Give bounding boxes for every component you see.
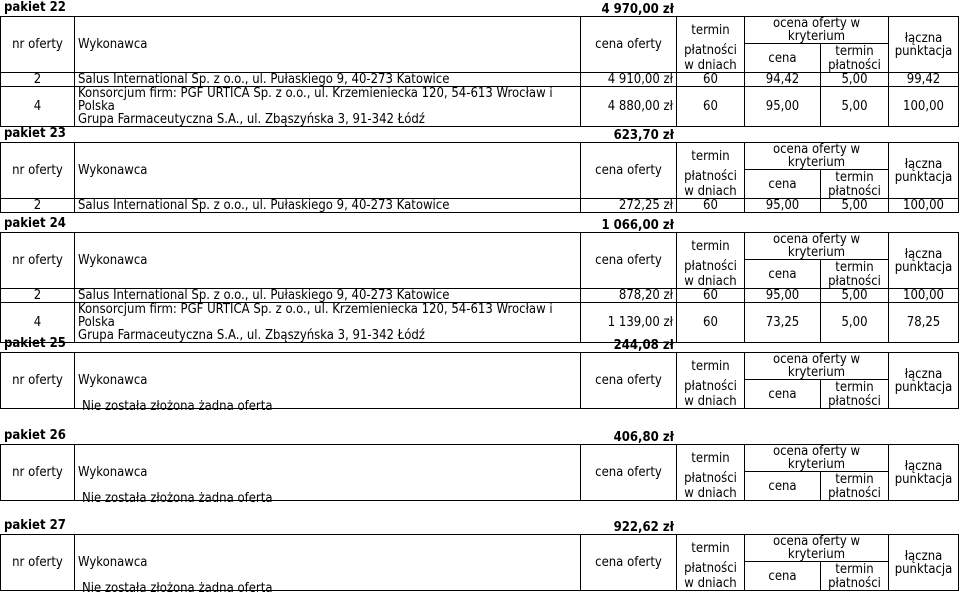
header-contractor: Wykonawca xyxy=(75,353,581,409)
header-rating-price: cena xyxy=(745,170,821,199)
offers-table xyxy=(0,16,959,127)
offer-points-term: 5,00 xyxy=(821,199,889,213)
header-rating-term-line2: płatności xyxy=(821,184,889,199)
header-price: cena oferty xyxy=(581,233,677,289)
no-offer-notice: Nie została złożona żadna oferta xyxy=(82,491,273,506)
package-estimated-value: 406,80 zł xyxy=(613,430,674,445)
contractor-line: Salus International Sp. z o.o., ul. Pułaskiego 9, 40-273 Katowice xyxy=(78,72,450,87)
offer-total: 100,00 xyxy=(889,87,959,127)
contractor-line: Konsorcjum firm: PGF URTICA Sp. z o.o., ul. Krzemieniecka 120, 54-613 Wrocław i Polska xyxy=(78,86,553,114)
offer-contractor xyxy=(75,73,581,87)
header-term-line2: płatności xyxy=(677,562,745,577)
package-estimated-value: 623,70 zł xyxy=(613,128,674,143)
offer-price: 272,25 zł xyxy=(581,199,677,213)
header-term-line3: w dniach xyxy=(677,274,745,289)
header-rating-term-line2: płatności xyxy=(821,576,889,591)
package-title: pakiet 25 xyxy=(4,336,66,351)
header-total xyxy=(889,445,959,501)
header-rating-price: cena xyxy=(745,44,821,73)
header-rating-price: cena xyxy=(745,260,821,289)
offer-total: 100,00 xyxy=(889,289,959,303)
package-block xyxy=(0,216,960,343)
header-term-line2: płatności xyxy=(677,170,745,185)
header-rating: ocena oferty w kryterium xyxy=(745,233,889,260)
header-rating-term: termin xyxy=(821,170,889,185)
header-total-line2: punktacja xyxy=(894,43,953,59)
header-rating-price: cena xyxy=(745,562,821,591)
offer-points-price: 95,00 xyxy=(745,199,821,213)
offer-total: 99,42 xyxy=(889,73,959,87)
offer-points-price: 95,00 xyxy=(745,87,821,127)
header-contractor: Wykonawca xyxy=(75,143,581,199)
header-nr: nr oferty xyxy=(1,17,75,73)
package-title: pakiet 26 xyxy=(4,428,66,443)
header-rating: ocena oferty w kryterium xyxy=(745,143,889,170)
offer-nr: 2 xyxy=(1,289,75,303)
header-price: cena oferty xyxy=(581,143,677,199)
offer-points-price: 73,25 xyxy=(745,303,821,343)
package-estimated-value: 4 970,00 zł xyxy=(601,2,674,17)
header-term-line2: płatności xyxy=(677,44,745,59)
header-rating-price: cena xyxy=(745,472,821,501)
header-rating-price: cena xyxy=(745,380,821,409)
header-total-line1: łączna xyxy=(904,366,943,382)
header-total-line2: punktacja xyxy=(894,169,953,185)
header-rating-term: termin xyxy=(821,260,889,275)
package-block xyxy=(0,126,960,216)
package-title: pakiet 24 xyxy=(4,216,66,231)
offer-term: 60 xyxy=(677,87,745,127)
header-rating-term-line2: płatności xyxy=(821,58,889,73)
header-rating-term-line2: płatności xyxy=(821,486,889,501)
header-term-line2: płatności xyxy=(677,472,745,487)
contractor-line: Grupa Farmaceutyczna S.A., ul. Zbąszyńska 3, 91-342 Łódź xyxy=(78,112,425,127)
package-estimated-value: 1 066,00 zł xyxy=(601,218,674,233)
contractor-line: Grupa Farmaceutyczna S.A., ul. Zbąszyńska 3, 91-342 Łódź xyxy=(78,328,425,343)
offer-row xyxy=(1,87,959,127)
offer-nr: 4 xyxy=(1,303,75,343)
header-total-line1: łączna xyxy=(904,156,943,172)
offer-row xyxy=(1,289,959,303)
offer-term: 60 xyxy=(677,303,745,343)
header-total-line1: łączna xyxy=(904,458,943,474)
header-term-line2: płatności xyxy=(677,380,745,395)
contractor-line: Konsorcjum firm: PGF URTICA Sp. z o.o., ul. Krzemieniecka 120, 54-613 Wrocław i Polska xyxy=(78,302,553,330)
header-contractor: Wykonawca xyxy=(75,535,581,591)
header-rating-term: termin xyxy=(821,472,889,487)
header-price: cena oferty xyxy=(581,17,677,73)
header-rating: ocena oferty w kryterium xyxy=(745,445,889,472)
header-price: cena oferty xyxy=(581,535,677,591)
header-contractor: Wykonawca xyxy=(75,17,581,73)
offer-nr: 2 xyxy=(1,73,75,87)
offer-points-term: 5,00 xyxy=(821,289,889,303)
header-rating: ocena oferty w kryterium xyxy=(745,353,889,380)
header-total-line2: punktacja xyxy=(894,259,953,275)
header-term-line3: w dniach xyxy=(677,58,745,73)
header-total xyxy=(889,143,959,199)
header-total xyxy=(889,535,959,591)
package-block xyxy=(0,0,960,127)
header-term: termin xyxy=(677,353,745,380)
contractor-line: Salus International Sp. z o.o., ul. Pułaskiego 9, 40-273 Katowice xyxy=(78,288,450,303)
no-offer-notice: Nie została złożona żadna oferta xyxy=(82,581,273,596)
offer-total: 100,00 xyxy=(889,199,959,213)
offer-points-price: 94,42 xyxy=(745,73,821,87)
header-term-line3: w dniach xyxy=(677,394,745,409)
package-block xyxy=(0,518,960,608)
header-contractor: Wykonawca xyxy=(75,445,581,501)
header-nr: nr oferty xyxy=(1,445,75,501)
header-total xyxy=(889,233,959,289)
package-title: pakiet 22 xyxy=(4,0,66,15)
offer-points-price: 95,00 xyxy=(745,289,821,303)
offer-points-term: 5,00 xyxy=(821,73,889,87)
header-total-line1: łączna xyxy=(904,30,943,46)
header-term: termin xyxy=(677,535,745,562)
header-rating-term-line2: płatności xyxy=(821,274,889,289)
header-rating-term: termin xyxy=(821,44,889,59)
contractor-line: Salus International Sp. z o.o., ul. Pułaskiego 9, 40-273 Katowice xyxy=(78,198,450,213)
package-estimated-value: 922,62 zł xyxy=(613,520,674,535)
offer-row xyxy=(1,73,959,87)
package-estimated-value: 244,08 zł xyxy=(613,338,674,353)
offer-price: 1 139,00 zł xyxy=(581,303,677,343)
header-price: cena oferty xyxy=(581,445,677,501)
package-block xyxy=(0,336,960,426)
offer-contractor xyxy=(75,199,581,213)
offer-nr: 4 xyxy=(1,87,75,127)
header-term-line3: w dniach xyxy=(677,184,745,199)
offer-total: 78,25 xyxy=(889,303,959,343)
offer-points-term: 5,00 xyxy=(821,303,889,343)
header-contractor: Wykonawca xyxy=(75,233,581,289)
header-total-line1: łączna xyxy=(904,548,943,564)
package-title: pakiet 23 xyxy=(4,126,66,141)
offer-contractor xyxy=(75,87,581,127)
header-rating: ocena oferty w kryterium xyxy=(745,17,889,44)
offer-price: 4 880,00 zł xyxy=(581,87,677,127)
offer-points-term: 5,00 xyxy=(821,87,889,127)
no-offer-notice: Nie została złożona żadna oferta xyxy=(82,399,273,414)
header-term: termin xyxy=(677,445,745,472)
offer-term: 60 xyxy=(677,73,745,87)
header-term-line2: płatności xyxy=(677,260,745,275)
header-term-line3: w dniach xyxy=(677,576,745,591)
header-rating: ocena oferty w kryterium xyxy=(745,535,889,562)
header-rating-term-line2: płatności xyxy=(821,394,889,409)
header-rating-term: termin xyxy=(821,380,889,395)
header-term: termin xyxy=(677,233,745,260)
offer-nr: 2 xyxy=(1,199,75,213)
header-total xyxy=(889,353,959,409)
header-nr: nr oferty xyxy=(1,535,75,591)
header-term: termin xyxy=(677,17,745,44)
header-nr: nr oferty xyxy=(1,353,75,409)
header-total-line2: punktacja xyxy=(894,561,953,577)
header-total-line1: łączna xyxy=(904,246,943,262)
offers-table xyxy=(0,142,959,213)
offer-row xyxy=(1,199,959,213)
header-total xyxy=(889,17,959,73)
header-nr: nr oferty xyxy=(1,233,75,289)
package-title: pakiet 27 xyxy=(4,518,66,533)
package-block xyxy=(0,428,960,518)
header-total-line2: punktacja xyxy=(894,471,953,487)
header-nr: nr oferty xyxy=(1,143,75,199)
offer-price: 4 910,00 zł xyxy=(581,73,677,87)
header-term: termin xyxy=(677,143,745,170)
offer-contractor xyxy=(75,289,581,303)
offer-term: 60 xyxy=(677,199,745,213)
header-total-line2: punktacja xyxy=(894,379,953,395)
offer-term: 60 xyxy=(677,289,745,303)
header-price: cena oferty xyxy=(581,353,677,409)
header-rating-term: termin xyxy=(821,562,889,577)
header-term-line3: w dniach xyxy=(677,486,745,501)
offer-price: 878,20 zł xyxy=(581,289,677,303)
offers-table xyxy=(0,232,959,343)
